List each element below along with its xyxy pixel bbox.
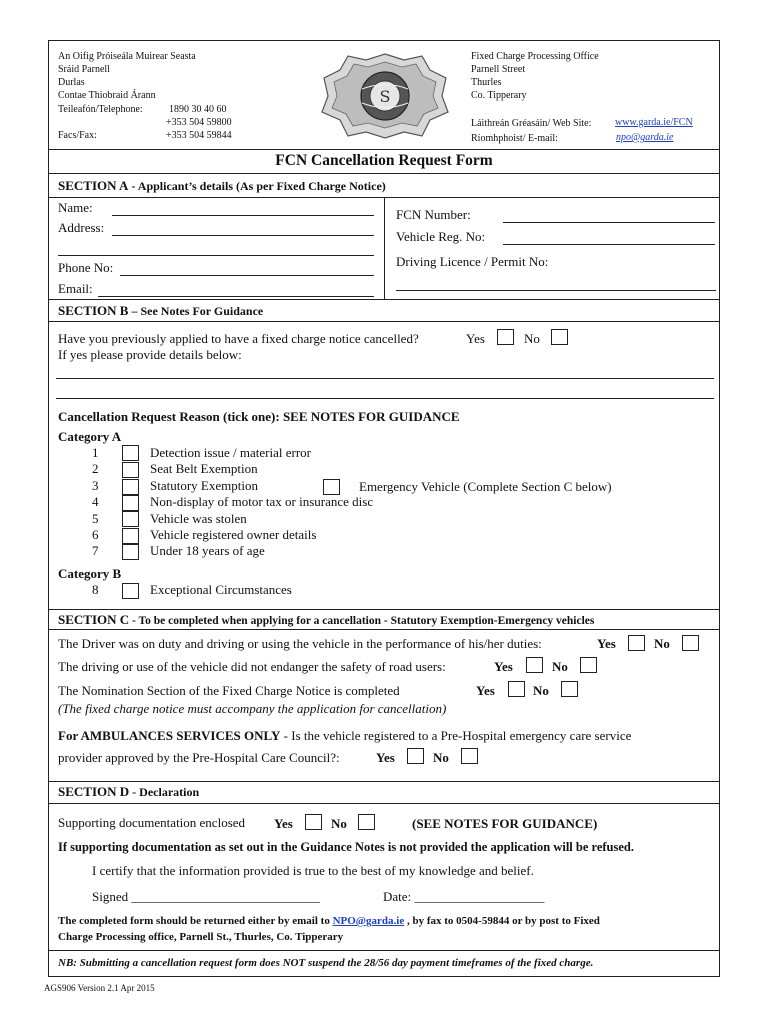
previous-application-question: Have you previously applied to have a fixed charge notice cancelled? [58,331,419,346]
supporting-docs-label: Supporting documentation enclosed [58,815,246,830]
ambulance-question-text: - Is the vehicle registered to a Pre-Hospital emergency care service [280,728,632,743]
certify-statement: I certify that the information provided is true to the best of my knowledge and belief. [92,863,534,878]
email-field[interactable] [98,296,374,297]
divider [48,629,720,630]
nomination-note: (The fixed charge notice must accompany the application for cancellation) [58,701,447,716]
signature-field[interactable]: Signed _____________________________ [92,889,320,904]
supporting-yes-checkbox[interactable] [305,814,322,830]
previous-yes-checkbox[interactable] [497,329,514,345]
return-text: , by fax to 0504-59844 or by post to Fixed [404,915,600,927]
section-d-title: SECTION D [58,784,130,799]
yes-label: Yes [597,636,616,651]
safety-yes-checkbox[interactable] [526,657,543,673]
garda-crest-icon [318,52,452,140]
section-b-subtitle: – See Notes For Guidance [128,304,264,318]
address-label: Address: [58,220,105,235]
divider [48,173,720,174]
section-c-header [58,612,594,629]
ambulance-yes-checkbox[interactable] [407,748,424,764]
reason-label: Vehicle was stolen [150,511,247,526]
reason-heading: Cancellation Request Reason (tick one): SEE NOTES FOR GUIDANCE [58,409,460,424]
divider [48,950,720,951]
refusal-warning: If supporting documentation as set out in the Guidance Notes is not provided the application will be refused. [58,840,634,854]
safety-question: The driving or use of the vehicle did not endanger the safety of road users: [58,659,446,674]
emergency-vehicle-label: Emergency Vehicle (Complete Section C below) [359,479,612,494]
name-field[interactable] [112,215,374,216]
no-label: No [524,331,540,346]
nomination-yes-checkbox[interactable] [508,681,525,697]
divider [48,609,720,610]
reason-checkbox-4[interactable] [122,495,139,511]
address-field-line-1[interactable] [112,235,374,236]
name-label: Name: [58,200,93,215]
section-a-title: SECTION A [58,178,129,193]
vehicle-reg-field[interactable] [503,244,715,245]
section-b-header [58,303,263,319]
ambulance-question-line-2: provider approved by the Pre-Hospital Care Council?: [58,750,340,765]
no-label: No [331,816,347,831]
previous-no-checkbox[interactable] [551,329,568,345]
section-d-subtitle: - Declaration [129,785,200,799]
category-a-label: Category A [58,429,122,444]
section-d-header [58,784,199,800]
reason-label: Non-display of motor tax or insurance disc [150,494,374,509]
safety-no-checkbox[interactable] [580,657,597,673]
return-email-link[interactable]: NPO@garda.ie [332,915,405,927]
address-line: Durlas [58,77,85,88]
section-c-subtitle: - To be completed when applying for a cancellation - Statutory Exemption-Emergency vehicles [129,615,595,627]
details-field-line-1[interactable] [56,378,714,379]
details-prompt: If yes please provide details below: [58,347,242,362]
date-field[interactable]: Date: ____________________ [383,889,545,904]
fcn-number-field[interactable] [503,222,715,223]
yes-label: Yes [274,816,293,831]
reason-number: 2 [92,461,99,476]
address-line: Co. Tipperary [471,90,527,101]
divider [48,299,720,300]
section-a-column-divider [384,197,385,299]
reason-number: 7 [92,543,99,558]
reason-label: Vehicle registered owner details [150,527,317,542]
category-b-label: Category B [58,566,122,581]
divider [48,781,720,782]
divider [48,321,720,322]
reason-checkbox-3[interactable] [122,479,139,495]
reason-checkbox-5[interactable] [122,511,139,527]
section-b-title: SECTION B [58,303,129,318]
fax-number: +353 504 59844 [166,130,232,141]
address-line: Sráid Parnell [58,64,110,75]
reason-label: Exceptional Circumstances [150,582,292,597]
emergency-vehicle-checkbox[interactable] [323,479,340,495]
divider [48,803,720,804]
reason-checkbox-6[interactable] [122,528,139,544]
return-instructions-line-2: Charge Processing office, Parnell St., Thurles, Co. Tipperary [58,931,344,943]
details-field-line-2[interactable] [56,398,714,399]
yes-label: Yes [494,659,513,674]
telephone-label: Teileafón/Telephone: [58,104,143,115]
ambulance-question [58,728,631,744]
reason-checkbox-8[interactable] [122,583,139,599]
reason-number: 6 [92,527,99,542]
email-field-label: Email: [58,281,93,296]
office-address-irish [58,50,196,102]
reason-checkbox-1[interactable] [122,445,139,461]
supporting-no-checkbox[interactable] [358,814,375,830]
reason-number: 8 [92,582,99,597]
reason-label: Under 18 years of age [150,543,265,558]
fax-label: Facs/Fax: [58,130,97,141]
telephone-2: +353 504 59800 [166,117,232,128]
divider [48,149,720,150]
section-c-title: SECTION C [58,612,130,627]
address-line: Parnell Street [471,64,526,75]
phone-label: Phone No: [58,260,114,275]
no-label: No [533,683,549,698]
see-notes-label: (SEE NOTES FOR GUIDANCE) [412,816,598,831]
licence-field[interactable] [396,290,716,291]
licence-label: Driving Licence / Permit No: [396,254,549,269]
on-duty-yes-checkbox[interactable] [628,635,645,651]
ambulance-no-checkbox[interactable] [461,748,478,764]
address-line: An Oifig Próiseála Muirear Seasta [58,51,196,62]
address-line: Contae Thiobraid Árann [58,90,156,101]
address-field-line-2[interactable] [58,255,374,256]
reason-checkbox-2[interactable] [122,462,139,478]
reason-label: Statutory Exemption [150,478,258,493]
form-version: AGS906 Version 2.1 Apr 2015 [44,983,155,993]
website-label: Láithreán Gréasáin/ Web Site: [471,118,592,129]
reason-number: 1 [92,445,99,460]
email-label: Ríomhphoist/ E-mail: [471,133,558,144]
on-duty-no-checkbox[interactable] [682,635,699,651]
svg-text:S: S [379,87,391,106]
form-title: FCN Cancellation Request Form [275,152,493,169]
reason-number: 3 [92,478,99,493]
reason-number: 5 [92,511,99,526]
fcn-number-label: FCN Number: [396,207,471,222]
telephone-1: 1890 30 40 60 [169,104,227,115]
no-label: No [654,636,670,651]
phone-field[interactable] [120,275,374,276]
yes-label: Yes [376,750,395,765]
reason-number: 4 [92,494,99,509]
nomination-question: The Nomination Section of the Fixed Charge Notice is completed [58,683,400,698]
return-instructions [58,914,600,928]
reason-checkbox-7[interactable] [122,544,139,560]
address-line: Fixed Charge Processing Office [471,51,599,62]
section-a-subtitle: - Applicant’s details (As per Fixed Charge Notice) [128,179,386,193]
yes-label: Yes [476,683,495,698]
reason-label: Seat Belt Exemption [150,461,258,476]
nb-notice: NB: Submitting a cancellation request form does NOT suspend the 28/56 day payment timeframes of the fixed charge. [58,957,594,969]
ambulance-label: For AMBULANCES SERVICES ONLY [58,728,281,743]
office-address-english [471,50,599,102]
email-link[interactable]: npo@garda.ie [616,132,674,143]
website-link[interactable]: www.garda.ie/FCN [615,117,693,128]
address-line: Thurles [471,77,502,88]
yes-label: Yes [466,331,485,346]
return-text: The completed form should be returned either by email to [58,915,333,927]
nomination-no-checkbox[interactable] [561,681,578,697]
on-duty-question: The Driver was on duty and driving or using the vehicle in the performance of his/her duties: [58,636,542,651]
section-a-header [58,178,386,194]
reason-label: Detection issue / material error [150,445,311,460]
no-label: No [433,750,449,765]
no-label: No [552,659,568,674]
vehicle-reg-label: Vehicle Reg. No: [396,229,486,244]
